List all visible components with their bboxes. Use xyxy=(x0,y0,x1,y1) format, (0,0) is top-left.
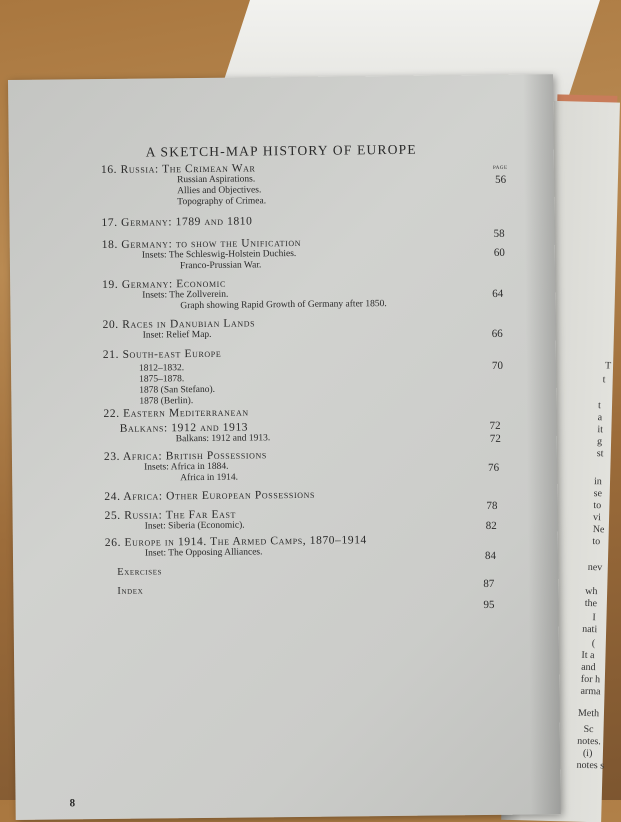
entry-line: Inset: The Opposing Alliances. xyxy=(144,547,263,559)
contents-page xyxy=(8,74,561,820)
facing-text: T xyxy=(604,360,612,372)
facing-text: it xyxy=(597,424,604,436)
facing-text: notes. xyxy=(577,735,601,748)
contents-entry-18 xyxy=(102,237,302,273)
facing-text: nev xyxy=(587,561,603,574)
entry-heading: Balkans: 1912 and 1913 xyxy=(119,421,249,435)
page-number-entry-16: 56 xyxy=(495,173,507,186)
contents-entry-17 xyxy=(101,215,252,229)
facing-text: the xyxy=(584,597,598,610)
page-number-entry-18: 60 xyxy=(493,246,505,259)
facing-text: notes s xyxy=(576,759,605,772)
facing-text: nati xyxy=(582,623,598,636)
page-number-entry-24: 78 xyxy=(486,499,498,513)
entry-heading: 24. Africa: Other European Possessions xyxy=(104,488,316,504)
entry-heading: 21. South-east Europe xyxy=(102,347,222,362)
entry-heading: Index xyxy=(117,585,144,597)
entry-heading: 17. Germany: 1789 and 1810 xyxy=(101,215,253,230)
facing-text: ( xyxy=(591,638,596,650)
page-number-entry-21: 70 xyxy=(491,359,504,372)
facing-text: to xyxy=(593,500,602,512)
facing-text: g xyxy=(596,436,603,448)
page-number-index: 95 xyxy=(483,598,495,612)
entry-line: Inset: Siberia (Economic). xyxy=(144,520,245,532)
entry-line: Balkans: 1912 and 1913. xyxy=(175,433,271,445)
page-number-entry-23: 76 xyxy=(488,461,500,474)
facing-text: Meth xyxy=(577,707,600,720)
entry-line: Insets: Africa in 1884. xyxy=(144,461,229,473)
page-number-entry-19: 64 xyxy=(492,287,504,300)
facing-text: for h xyxy=(580,673,601,686)
entry-line: Russian Aspirations. xyxy=(177,174,256,186)
entry-line: 1878 (Berlin). xyxy=(139,396,194,407)
facing-text: in xyxy=(593,476,602,488)
facing-text: st xyxy=(596,448,604,460)
entry-line: 1812–1832. xyxy=(138,363,185,374)
facing-text: t xyxy=(602,374,606,386)
contents-entry-19 xyxy=(102,276,387,313)
page-number-entry-26: 84 xyxy=(484,549,497,563)
entry-heading: 19. Germany: Economic xyxy=(102,277,226,292)
contents-entry-20 xyxy=(103,317,256,342)
facing-text: se xyxy=(593,488,603,500)
entry-line: 1875–1878. xyxy=(139,374,185,385)
facing-text: wh xyxy=(585,585,598,598)
contents-entry-21 xyxy=(103,348,222,408)
entry-line: Topography of Crimea. xyxy=(177,196,267,208)
facing-text: Sc xyxy=(583,723,594,736)
contents-entry-23 xyxy=(104,449,267,485)
entry-line: Insets: The Zollverein. xyxy=(142,289,229,301)
entry-line: Franco-Prussian War. xyxy=(179,260,262,272)
facing-text: arma xyxy=(580,685,601,698)
page-number-exercises: 87 xyxy=(483,577,495,591)
entry-heading: Exercises xyxy=(117,566,163,578)
page-number-entry-22-balkans: 72 xyxy=(489,432,501,445)
entry-line: Insets: The Schleswig-Holstein Duchies. xyxy=(141,248,297,261)
contents-entry-16 xyxy=(101,162,266,209)
entry-line: Africa in 1914. xyxy=(180,472,239,484)
entry-heading: 22. Eastern Mediterranean xyxy=(103,406,249,421)
contents-index xyxy=(117,586,143,597)
facing-text: It a xyxy=(581,649,595,662)
facing-text: Ne xyxy=(592,524,605,536)
folio-page-number: 8 xyxy=(69,797,76,810)
entry-line: 1878 (San Stefano). xyxy=(139,384,216,396)
page-column-label: PAGE xyxy=(492,165,508,171)
entry-heading: 26. Europe in 1914. The Armed Camps, 1870–1914 xyxy=(104,534,367,550)
contents-entry-22 xyxy=(103,406,248,420)
entry-line: Inset: Relief Map. xyxy=(142,329,212,341)
entry-heading: 23. Africa: British Possessions xyxy=(103,449,268,464)
entry-heading: 20. Races in Danubian Lands xyxy=(102,317,256,332)
facing-text: I xyxy=(592,612,596,624)
contents-entry-24 xyxy=(104,489,315,503)
facing-text: to xyxy=(592,536,601,548)
page-number-entry-20: 66 xyxy=(491,327,503,340)
entry-heading: 16. Russia: The Crimean War xyxy=(100,162,256,177)
book-title: A SKETCH-MAP HISTORY OF EUROPE xyxy=(145,141,417,160)
contents-exercises xyxy=(117,566,162,577)
facing-text: and xyxy=(581,661,596,674)
facing-text: vi xyxy=(592,512,602,524)
page-number-entry-22: 72 xyxy=(489,419,501,432)
page-number-entry-17: 58 xyxy=(493,227,505,240)
contents-entry-25 xyxy=(105,509,245,533)
entry-heading: 25. Russia: The Far East xyxy=(104,508,237,523)
contents-entry-26 xyxy=(105,534,367,560)
contents-entry-22-balkans xyxy=(120,421,271,446)
facing-text: t xyxy=(597,400,601,412)
entry-line: Graph showing Rapid Growth of Germany after 1850. xyxy=(180,299,387,312)
facing-text: (i) xyxy=(582,747,593,760)
entry-line: Allies and Objectives. xyxy=(177,185,262,197)
page-number-entry-25: 82 xyxy=(485,519,497,533)
entry-heading: 18. Germany: to show the Unification xyxy=(101,236,302,252)
facing-text: a xyxy=(597,412,603,424)
